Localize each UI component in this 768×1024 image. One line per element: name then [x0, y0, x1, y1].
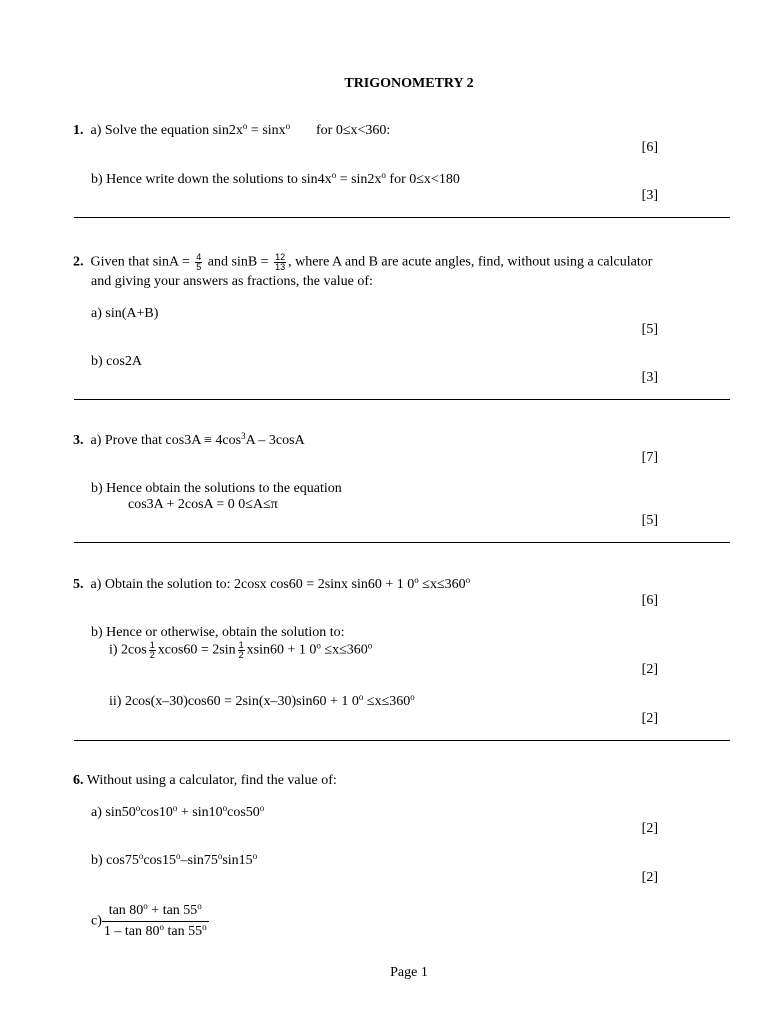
mark-q6a: [2]: [641, 821, 658, 836]
degree-symbol: o: [381, 170, 386, 180]
fraction-denominator: 2: [238, 650, 244, 660]
q5bii-text: ≤x≤360: [363, 694, 411, 709]
q1b-text: for 0≤x<180: [385, 172, 460, 187]
degree-symbol: o: [202, 922, 207, 932]
mark-q6b: [2]: [641, 870, 658, 885]
fraction-numerator: 12: [275, 252, 286, 262]
fraction-denominator: 5: [196, 262, 202, 272]
denominator-text: 1 – tan 80: [103, 924, 160, 939]
fraction-numerator: 4: [196, 252, 202, 262]
divider: [74, 740, 730, 741]
question-3-part-a: [73, 431, 305, 448]
q1a-text: a) Solve the equation sin2x: [90, 123, 243, 138]
q3-equation: cos3A + 2cosA = 0 0≤A≤π: [128, 497, 278, 512]
q5-part-b-i: [109, 641, 372, 660]
fraction-four-fifths: [195, 253, 202, 272]
divider: [74, 217, 730, 218]
fraction-twelve-thirteenths: [274, 253, 286, 272]
degree-symbol: o: [159, 922, 164, 932]
fraction-denominator: 2: [149, 650, 155, 660]
degree-symbol: o: [242, 121, 248, 131]
q3a-text: A – 3cosA: [245, 433, 305, 448]
question-number: 2.: [73, 254, 84, 270]
q6a-text: + sin10: [177, 805, 223, 820]
q5bi-text: ≤x≤360: [320, 642, 368, 658]
q6b-text: –sin75: [180, 853, 218, 868]
mark-q2a: [5]: [641, 322, 658, 337]
degree-symbol: o: [252, 851, 258, 861]
degree-symbol: o: [172, 803, 178, 813]
q2-text: Given that sinA =: [90, 254, 194, 270]
q1b-text: = sin2x: [336, 172, 382, 187]
degree-symbol: o: [135, 803, 141, 813]
numerator-text: + tan 55: [147, 903, 198, 918]
question-number: 1.: [73, 123, 84, 138]
degree-symbol: o: [316, 640, 321, 651]
q6c-label: c): [91, 913, 102, 929]
degree-symbol: o: [197, 901, 202, 911]
mark-q5bi: [2]: [641, 662, 658, 677]
q6-part-c: [91, 901, 209, 939]
degree-symbol: o: [217, 851, 223, 861]
q2-text: , where A and B are acute angles, find, without using a calculator: [288, 254, 653, 270]
q6-part-a: [91, 803, 265, 820]
q5a-text: ≤x≤360: [418, 577, 466, 592]
mark-q1a: [6]: [641, 140, 658, 155]
q6-text: Without using a calculator, find the value of:: [83, 773, 337, 788]
degree-symbol: o: [331, 170, 337, 180]
q5a-text: a) Obtain the solution to: 2cosx cos60 = 2sinx sin60 + 1 0: [90, 577, 415, 592]
degree-symbol: o: [358, 692, 364, 702]
q6-part-b: [91, 851, 258, 868]
degree-symbol: o: [138, 851, 144, 861]
degree-symbol: o: [143, 901, 148, 911]
q5-part-b: b) Hence or otherwise, obtain the solution to:: [91, 625, 345, 640]
mark-q3b: [5]: [641, 513, 658, 528]
page-number: Page 1: [390, 965, 428, 980]
question-number: 6.: [73, 773, 84, 788]
page-title: TRIGONOMETRY 2: [344, 76, 474, 91]
fraction-numerator: [102, 901, 209, 922]
question-number: 5.: [73, 577, 84, 592]
degree-symbol: o: [285, 121, 291, 131]
q3a-text: a) Prove that cos3A ≡ 4cos: [90, 433, 242, 448]
superscript-three: 3: [241, 431, 246, 441]
divider: [74, 542, 730, 543]
degree-symbol: o: [367, 640, 373, 651]
degree-symbol: o: [410, 692, 415, 702]
q6b-text: sin15: [222, 853, 253, 868]
numerator-text: tan 80: [108, 903, 144, 918]
degree-symbol: o: [176, 851, 181, 861]
q5-part-b-ii: [109, 692, 415, 709]
fraction-denominator: [102, 922, 209, 939]
mark-q3a: [7]: [641, 450, 658, 465]
q5bii-text: ii) 2cos(x–30)cos60 = 2sin(x–30)sin60 + 1 0: [109, 694, 359, 709]
q5bi-text: i) 2cos: [109, 642, 147, 658]
q1b-text: b) Hence write down the solutions to sin4x: [91, 172, 332, 187]
fraction-one-half: [149, 641, 156, 660]
question-number: 3.: [73, 433, 84, 448]
q6a-text: cos10: [140, 805, 173, 820]
q1a-text: = sinx: [247, 123, 286, 138]
question-6-intro: [73, 774, 337, 788]
question-1-part-a: [73, 121, 291, 138]
fraction-denominator: 13: [275, 262, 286, 272]
degree-symbol: o: [465, 575, 471, 585]
tangent-fraction: [102, 901, 209, 939]
fraction-numerator: 1: [238, 640, 244, 650]
q6a-text: cos50: [227, 805, 260, 820]
degree-symbol: o: [222, 803, 228, 813]
q2-text: and sinB =: [204, 254, 273, 270]
question-5-part-a: [73, 575, 471, 592]
divider: [74, 399, 730, 400]
mark-q5a: [6]: [641, 593, 658, 608]
mark-q2b: [3]: [641, 370, 658, 385]
q2-part-b: b) cos2A: [91, 354, 142, 369]
q2-part-a: a) sin(A+B): [91, 306, 159, 321]
q6a-text: a) sin50: [91, 805, 136, 820]
q3-part-b: b) Hence obtain the solutions to the equation: [91, 481, 342, 496]
fraction-numerator: 1: [149, 640, 155, 650]
question-1-part-b: [91, 170, 460, 187]
denominator-text: tan 55: [164, 924, 203, 939]
fraction-one-half: [238, 641, 245, 660]
q1a-domain: for 0≤x<360:: [316, 123, 391, 138]
q6b-text: cos15: [143, 853, 176, 868]
q5bi-text: xsin60 + 1 0: [246, 642, 317, 658]
degree-symbol: o: [259, 803, 265, 813]
q5bi-text: xcos60 = 2sin: [157, 642, 236, 658]
q6b-text: b) cos75: [91, 853, 139, 868]
question-2-intro: [73, 253, 652, 272]
mark-q1b: [3]: [641, 188, 658, 203]
degree-symbol: o: [414, 575, 419, 585]
q2-text-line-2: and giving your answers as fractions, the value of:: [91, 274, 373, 289]
mark-q5bii: [2]: [641, 711, 658, 726]
